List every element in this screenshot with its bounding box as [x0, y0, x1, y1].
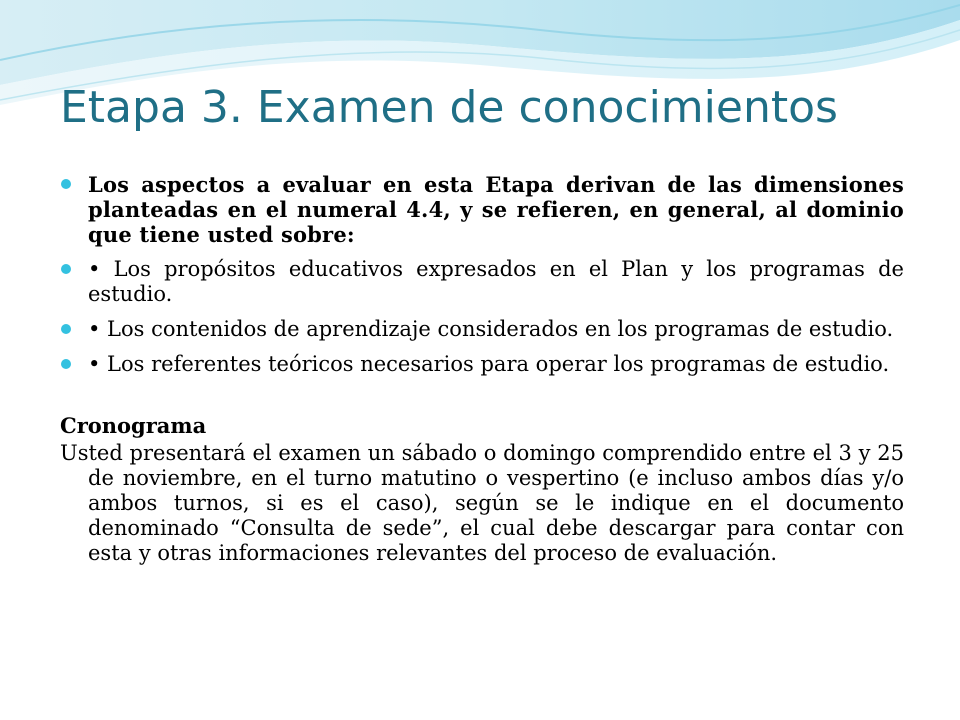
bullet-text: • Los propósitos educativos expresados en el Plan y los programas de estudio.: [88, 257, 904, 306]
bullet-list: [60, 172, 904, 377]
cronograma-paragraph: Usted presentará el examen un sábado o domingo comprendido entre el 3 y 25 de noviembre, en el turno matutino o vespertino (e incluso ambos días y/o ambos turnos, si es el caso), según se le indique en el documento denominado “Consulta de sede”, el cual debe descargar para contar con esta y otras informaciones relevantes del proceso de evaluación.: [60, 441, 904, 565]
bullet-text: • Los contenidos de aprendizaje considerados en los programas de estudio.: [88, 317, 894, 341]
bullet-text: • Los referentes teóricos necesarios para operar los programas de estudio.: [88, 352, 890, 376]
list-item: [60, 257, 904, 307]
bullet-icon: [61, 264, 71, 274]
slide-content: [60, 172, 904, 566]
page-title: Etapa 3. Examen de conocimientos: [60, 82, 838, 133]
bullet-text: Los aspectos a evaluar en esta Etapa derivan de las dimensiones planteadas en el numeral 4.4, y se refieren, en general, al dominio que tiene usted sobre:: [88, 172, 904, 247]
bullet-icon: [61, 359, 71, 369]
bullet-icon: [61, 324, 71, 334]
list-item: [60, 352, 904, 377]
cronograma-heading: Cronograma: [60, 413, 207, 438]
list-item: [60, 317, 904, 342]
bullet-icon: [61, 179, 71, 189]
list-item: [60, 172, 904, 247]
